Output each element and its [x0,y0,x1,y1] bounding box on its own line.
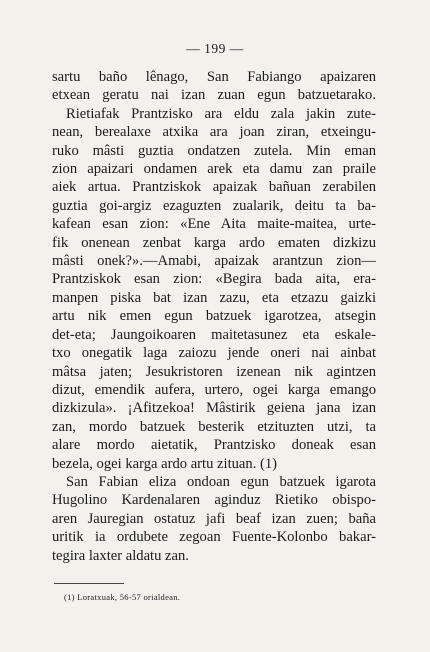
text-line: fik onenean zenbat karga ardo ematen dizkizu [52,234,376,251]
text-line: Rietiafak Prantzisko ara eldu zala jakin zute- [66,105,376,122]
text-line: dizkizula». ¡Afitzekoa! Mâstirik geiena jana izan [52,400,376,417]
text-line: zion apaizari ondamen arek eta damu zan praile [52,161,376,178]
text-line: manpen piska bat izan zazu, eta etzazu gaizki [52,289,376,306]
text-line: etxean geratu nai izan zuan egun batzuetarako. [52,87,376,104]
text-line: tegira laxter aldatu zan. [52,547,189,564]
text-line: San Fabian eliza ondoan egun batzuek igarota [66,473,376,490]
text-line: dizut, emendik aufera, urtero, ogei karga emango [52,381,376,398]
text-line: txo onegatik laga zaiozu jende oneri nai ainbat [52,345,376,362]
footnote: (1) Loratxuak, 56-57 orialdean. [64,592,181,602]
text-line: zan, mordo batzuek besterik etzituzten utzi, ta [52,418,376,435]
text-line: alare mordo aietatik, Prantzisko doneak esan [52,437,376,454]
text-line: guztia goi-argiz ezaguzten zualarik, deitu ta ba- [52,197,376,214]
text-line: ruko mâsti guztia ondatzen zutela. Min eman [52,142,376,159]
text-line: bezela, ogei karga ardo artu zituan. (1) [52,455,278,472]
text-line: Hugolino Kardenalaren aginduz Rietiko obispo- [52,492,376,509]
text-line: sartu baño lênago, San Fabiango apaizaren [52,69,376,85]
page-number: — 199 — [186,41,244,56]
text-line: mâsti onek?».—Amabi, apaizak arantzun zion— [52,253,376,270]
text-line: kafean esan zion: «Ene Aita maite-maitea, urte- [52,216,376,233]
text-line: mâtsa jaten; Jesukristoren izenean nik agintzen [52,363,376,380]
text-line: det-eta; Jaungoikoaren maitetasunez eta eskale- [52,326,376,343]
text-line: aren Jauregian ostatuz jafi beaf izan zuen; baña [52,510,376,527]
text-line: artu nik emen egun batzuek igarotzea, atsegin [52,308,376,325]
body-text [52,68,376,565]
text-line: nean, berealaxe atxika ara joan ziran, etxeingu- [52,124,376,141]
footnote-divider [54,583,124,584]
text-line: aiek artua. Prantziskok apaizak bañuan zerabilen [52,179,376,196]
text-line: Prantziskok esan zion: «Begira bada aita, era- [52,271,376,288]
text-line: uritik ia ordubete zegoan Fuente-Kolonbo bakar- [52,529,376,546]
